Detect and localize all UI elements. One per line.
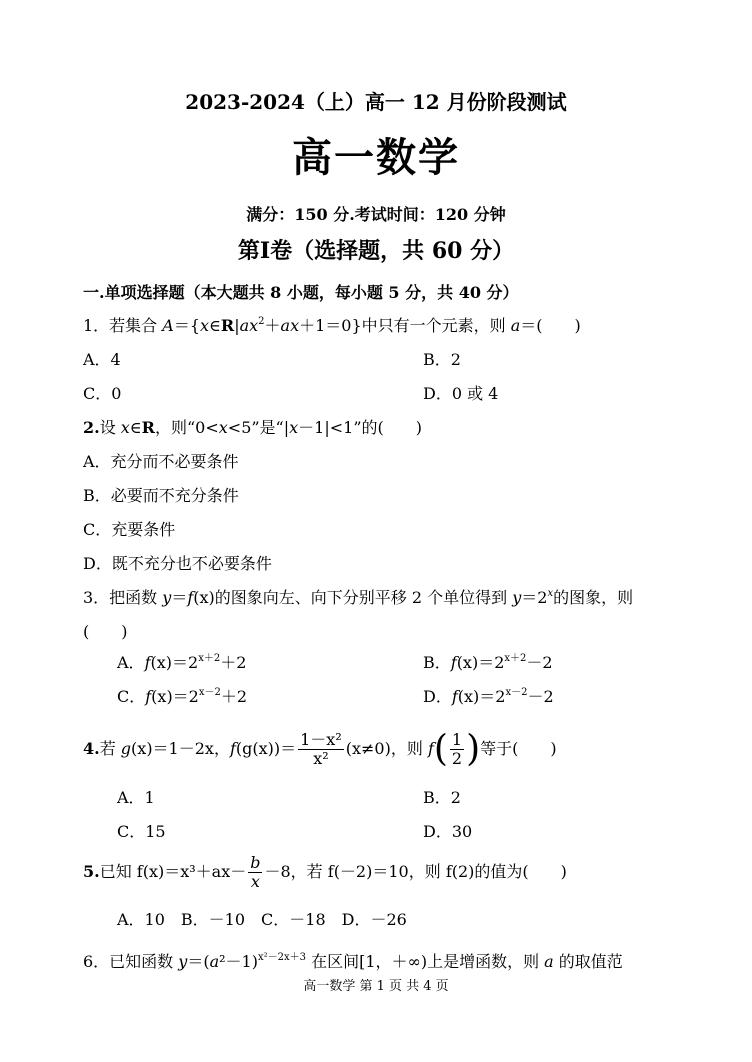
question-4-fraction: $\frac{\text{1－x²}}{\text{x²}}$ xyxy=(300,730,342,768)
question-2-stem: 2.设 x∈R，则“0<x<5”是“|x－1|<1”的( ) xyxy=(83,418,422,437)
question-2-option-c: C．充要条件 xyxy=(83,520,176,539)
question-3-option-d: D．$f(x)=2^{x-2}-2$ xyxy=(423,687,554,706)
question-3-option-b: B．$f(x)=2^{x+2}-2$ xyxy=(423,653,553,672)
question-4-stem: 4.若 g(x)＝1－2x，f(g(x))＝ $\frac{\text{1－x²}}{\text{x²}}$ (x≠0)，则 f( $\frac{1}{2}$ )等于( ) xyxy=(83,728,557,770)
question-5-stem: 5.已知 f(x)＝x³＋ax－ $\frac{b}{x}$ －8，若 f(－2)＝10，则 f(2)的值为( ) xyxy=(83,853,567,891)
question-5-fraction: $\frac{b}{x}$ xyxy=(250,853,261,891)
question-5-options: A．10 B．－10 C．－18 D．－26 xyxy=(117,910,407,929)
question-4-option-a: A．1 xyxy=(117,788,155,807)
question-2-option-a: A．充分而不必要条件 xyxy=(83,452,239,471)
question-4-option-c: C．15 xyxy=(117,822,166,841)
exam-info: 满分：150 分.考试时间：120 分钟 xyxy=(246,205,506,224)
question-3-option-c: C．$f(x)=2^{x-2}+2$ xyxy=(117,687,248,706)
question-1-option-b: B．2 xyxy=(423,350,461,369)
question-1-option-a: A．4 xyxy=(83,350,121,369)
question-1-option-d: D．0 或 4 xyxy=(423,384,499,403)
question-4-option-d: D．30 xyxy=(423,822,473,841)
section-heading: 一.单项选择题（本大题共 8 小题，每小题 5 分，共 40 分） xyxy=(83,283,519,302)
question-2-option-b: B．必要而不充分条件 xyxy=(83,486,239,505)
exam-title: 2023-2024（上）高一 12 月份阶段测试 xyxy=(185,90,567,114)
question-3-option-a: A．$f(x)=2^{x+2}+2$ xyxy=(117,653,247,672)
question-3-stem-line2: ( ) xyxy=(83,622,128,641)
question-4-half: $\frac{1}{2}$ xyxy=(451,730,463,768)
question-6-stem: 6．已知函数 $y=(a^2-1)^{x^2-2x+3}$ 在区间[1，＋∞)上是增函数，则 a 的取值范 xyxy=(83,952,623,971)
page-footer: 高一数学 第 1 页 共 4 页 xyxy=(303,979,449,994)
subject-title: 高一数学 xyxy=(292,134,460,181)
question-4-option-b: B．2 xyxy=(423,788,461,807)
question-1-stem: 1．若集合 $A=\{x\in R|ax^2+ax+1=0\}$中只有一个元素，则 a＝( ) xyxy=(83,316,581,335)
question-3-stem: 3．把函数 y＝f(x)的图象向左、向下分别平移 2 个单位得到 $y=2^x$的图象，则 xyxy=(83,588,634,607)
question-2-option-d: D．既不充分也不必要条件 xyxy=(83,554,272,573)
volume-title: 第Ⅰ卷（选择题，共 60 分） xyxy=(237,238,515,264)
question-1-option-c: C．0 xyxy=(83,384,122,403)
